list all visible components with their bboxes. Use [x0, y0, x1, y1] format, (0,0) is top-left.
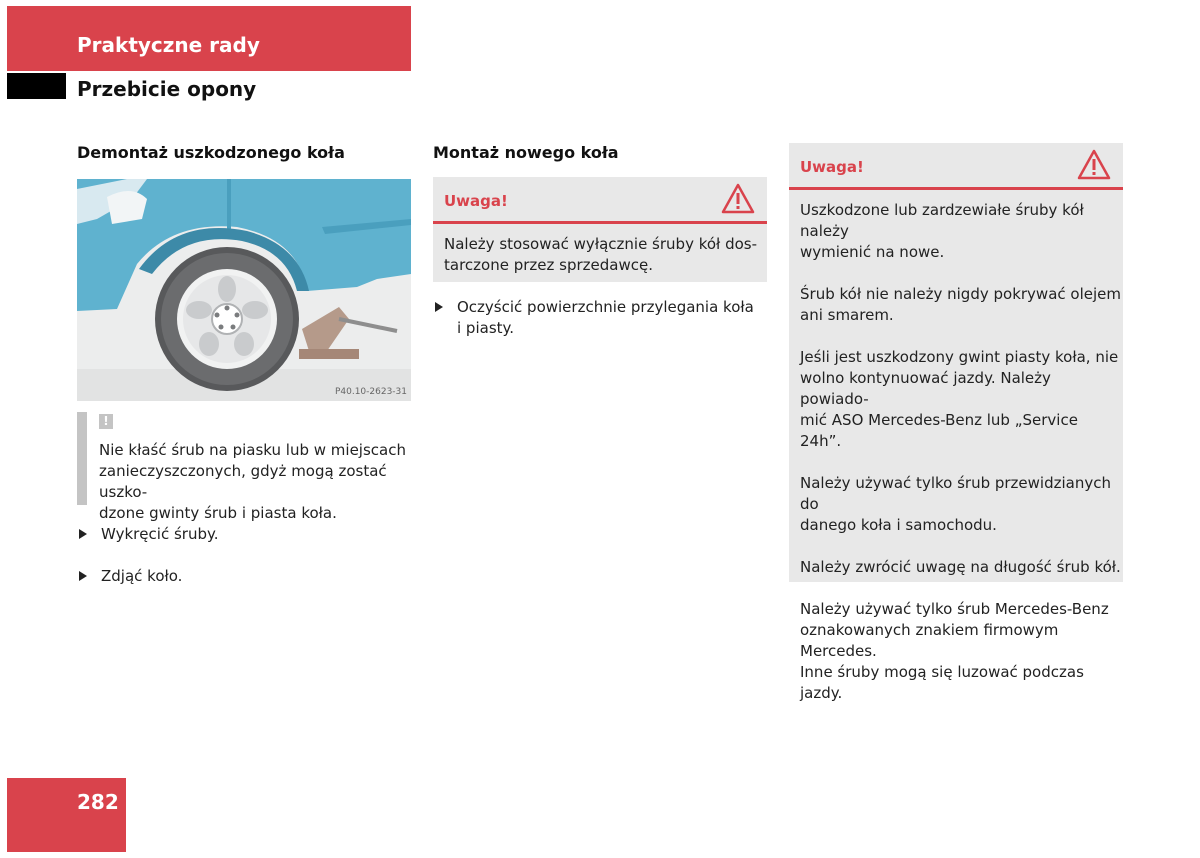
warning-text: [800, 200, 1122, 704]
warning-paragraph: Śrub kół nie należy nigdy pokrywać olejem ani smarem.: [800, 285, 1121, 324]
warning-paragraph: Uszkodzone lub zardzewiałe śruby kół należy wymienić na nowe.: [800, 201, 1084, 261]
section-marker: [7, 73, 66, 99]
warning-label: Uwaga!: [444, 192, 508, 210]
page-number: 282: [77, 790, 119, 814]
section-title: Praktyczne rady: [77, 33, 260, 57]
warning-triangle-icon: [1077, 149, 1111, 180]
page-subtitle: Przebicie opony: [77, 77, 257, 101]
note-side-bar: [77, 412, 87, 505]
warning-box: [433, 177, 767, 282]
triangle-bullet-icon: [435, 302, 443, 312]
warning-label: Uwaga!: [800, 158, 864, 176]
col1-heading: Demontaż uszkodzonego koła: [77, 143, 345, 162]
triangle-bullet-icon: [79, 571, 87, 581]
note-text: Nie kłaść śrub na piasku lub w miejscach zanieczyszczonych, gdyż mogą zostać uszko- dzone gwinty śrub i piasta koła.: [99, 441, 406, 522]
wheel-removal-illustration: [77, 179, 411, 401]
triangle-bullet-icon: [79, 529, 87, 539]
warning-triangle-icon: [721, 183, 755, 214]
warning-text: Należy stosować wyłącznie śruby kół dos- tarczone przez sprzedawcę.: [444, 235, 758, 274]
warning-paragraph: Jeśli jest uszkodzony gwint piasty koła, nie wolno kontynuować jazdy. Należy powiado- mić ASO Mercedes-Benz lub „Service 24h”.: [800, 348, 1119, 450]
step-item: Oczyścić powierzchnie przylegania koła i piasty.: [435, 297, 755, 339]
image-reference-code: P40.10-2623-31: [334, 387, 407, 397]
step-item: Zdjąć koło.: [79, 566, 399, 587]
exclamation-icon: !: [99, 414, 113, 429]
warning-paragraph: Należy używać tylko śrub przewidzianych do danego koła i samochodu.: [800, 474, 1111, 534]
warning-box: [789, 143, 1123, 702]
warning-header: [433, 177, 767, 224]
warning-header: [789, 143, 1123, 190]
warning-paragraph: Należy używać tylko śrub Mercedes-Benz oznakowanych znakiem firmowym Mercedes. Inne śruby mogą się luzować podczas jazdy.: [800, 600, 1109, 702]
col2-heading: Montaż nowego koła: [433, 143, 619, 162]
warning-paragraph: Należy zwrócić uwagę na długość śrub kół.: [800, 558, 1121, 576]
step-item: Wykręcić śruby.: [79, 524, 399, 545]
